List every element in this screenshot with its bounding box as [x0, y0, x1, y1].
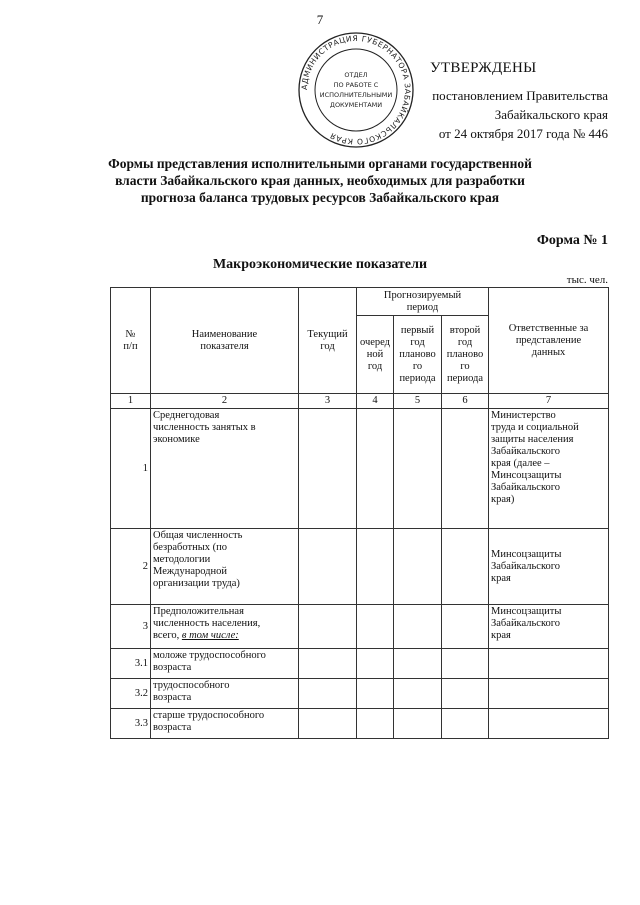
- cell-first: [394, 529, 442, 605]
- table-row: [111, 709, 609, 739]
- row-responsible: [489, 679, 609, 709]
- heading-line: Формы представления исполнительными органами государственной: [108, 156, 532, 171]
- header-num: № п/п: [111, 288, 151, 394]
- row-num: 2: [111, 529, 151, 605]
- cell-current: [299, 679, 357, 709]
- row-responsible: [489, 649, 609, 679]
- row-num: 3.3: [111, 709, 151, 739]
- column-number: 1: [111, 394, 151, 409]
- cell-first: [394, 679, 442, 709]
- cell-next: [357, 529, 394, 605]
- cell-current: [299, 649, 357, 679]
- stamp-center-line: ПО РАБОТЕ С: [333, 81, 379, 89]
- table-row: [111, 529, 609, 605]
- approval-title: УТВЕРЖДЕНЫ: [430, 60, 537, 76]
- approval-line: постановлением Правительства: [432, 88, 608, 103]
- table-row: [111, 409, 609, 529]
- row-name: Общая численность безработных (по методологии Международной организации труда): [151, 529, 299, 605]
- column-number: 4: [357, 394, 394, 409]
- column-number: 5: [394, 394, 442, 409]
- header-second-plan-year: второй год планово го периода: [442, 316, 489, 394]
- row-num: 3: [111, 605, 151, 649]
- cell-second: [442, 605, 489, 649]
- macro-indicators-table: [110, 287, 609, 739]
- page-number: 7: [316, 12, 324, 27]
- column-number: 7: [489, 394, 609, 409]
- cell-first: [394, 709, 442, 739]
- row-num: 3.1: [111, 649, 151, 679]
- row-name: Предположительная численность населения, всего,: [153, 606, 261, 641]
- units-label: тыс. чел.: [566, 274, 608, 286]
- cell-current: [299, 409, 357, 529]
- stamp-ring-text: АДМИНИСТРАЦИЯ ГУБЕРНАТОРА ЗАБАЙКАЛЬСКОГО КРАЯ: [299, 33, 413, 147]
- column-number: 2: [151, 394, 299, 409]
- row-num: 1: [111, 409, 151, 529]
- row-name: Среднегодовая численность занятых в экономике: [151, 409, 299, 529]
- row-num: 3.2: [111, 679, 151, 709]
- cell-second: [442, 649, 489, 679]
- header-name: Наименование показателя: [151, 288, 299, 394]
- column-number: 6: [442, 394, 489, 409]
- header-first-plan-year: первый год планово го периода: [394, 316, 442, 394]
- cell-next: [357, 649, 394, 679]
- stamp-center-line: ИСПОЛНИТЕЛЬНЫМИ: [319, 91, 393, 99]
- row-responsible: Министерство труда и социальной защиты населения Забайкальского края (далее – Минсоцзащиты Забайкальского края): [489, 409, 609, 529]
- cell-first: [394, 605, 442, 649]
- cell-current: [299, 709, 357, 739]
- official-stamp: [296, 30, 416, 150]
- cell-next: [357, 709, 394, 739]
- heading-line: прогноза баланса трудовых ресурсов Забайкальского края: [140, 190, 500, 205]
- stamp-center-line: ОТДЕЛ: [344, 71, 368, 79]
- row-name: моложе трудоспособного возраста: [151, 649, 299, 679]
- cell-second: [442, 709, 489, 739]
- row-responsible: [489, 709, 609, 739]
- approval-line: от 24 октября 2017 года № 446: [438, 126, 608, 141]
- row-name: трудоспособного возраста: [151, 679, 299, 709]
- cell-second: [442, 409, 489, 529]
- form-number: Форма № 1: [536, 233, 608, 248]
- cell-current: [299, 529, 357, 605]
- cell-next: [357, 409, 394, 529]
- approval-line: Забайкальского края: [494, 107, 608, 122]
- cell-next: [357, 679, 394, 709]
- table-title: Макроэкономические показатели: [212, 257, 428, 272]
- row-name-italic: в том числе:: [181, 630, 239, 641]
- row-name-cell: [151, 605, 299, 649]
- header-responsible: Ответственные за представление данных: [489, 288, 609, 394]
- heading-line: власти Забайкальского края данных, необходимых для разработки: [115, 173, 525, 188]
- cell-second: [442, 529, 489, 605]
- header-next-year: очеред ной год: [357, 316, 394, 394]
- cell-first: [394, 409, 442, 529]
- document-heading: [60, 155, 580, 206]
- row-name: старше трудоспособного возраста: [151, 709, 299, 739]
- stamp-center-line: ДОКУМЕНТАМИ: [329, 101, 383, 109]
- column-number: 3: [299, 394, 357, 409]
- cell-second: [442, 679, 489, 709]
- table-row: [111, 679, 609, 709]
- header-current-year: Текущий год: [299, 288, 357, 394]
- cell-first: [394, 649, 442, 679]
- row-responsible: Минсоцзащиты Забайкальского края: [489, 529, 609, 605]
- header-forecast-period: Прогнозируемый период: [357, 288, 489, 316]
- cell-current: [299, 605, 357, 649]
- table-row: [111, 605, 609, 649]
- cell-next: [357, 605, 394, 649]
- table-row: [111, 649, 609, 679]
- row-responsible: Минсоцзащиты Забайкальского края: [489, 605, 609, 649]
